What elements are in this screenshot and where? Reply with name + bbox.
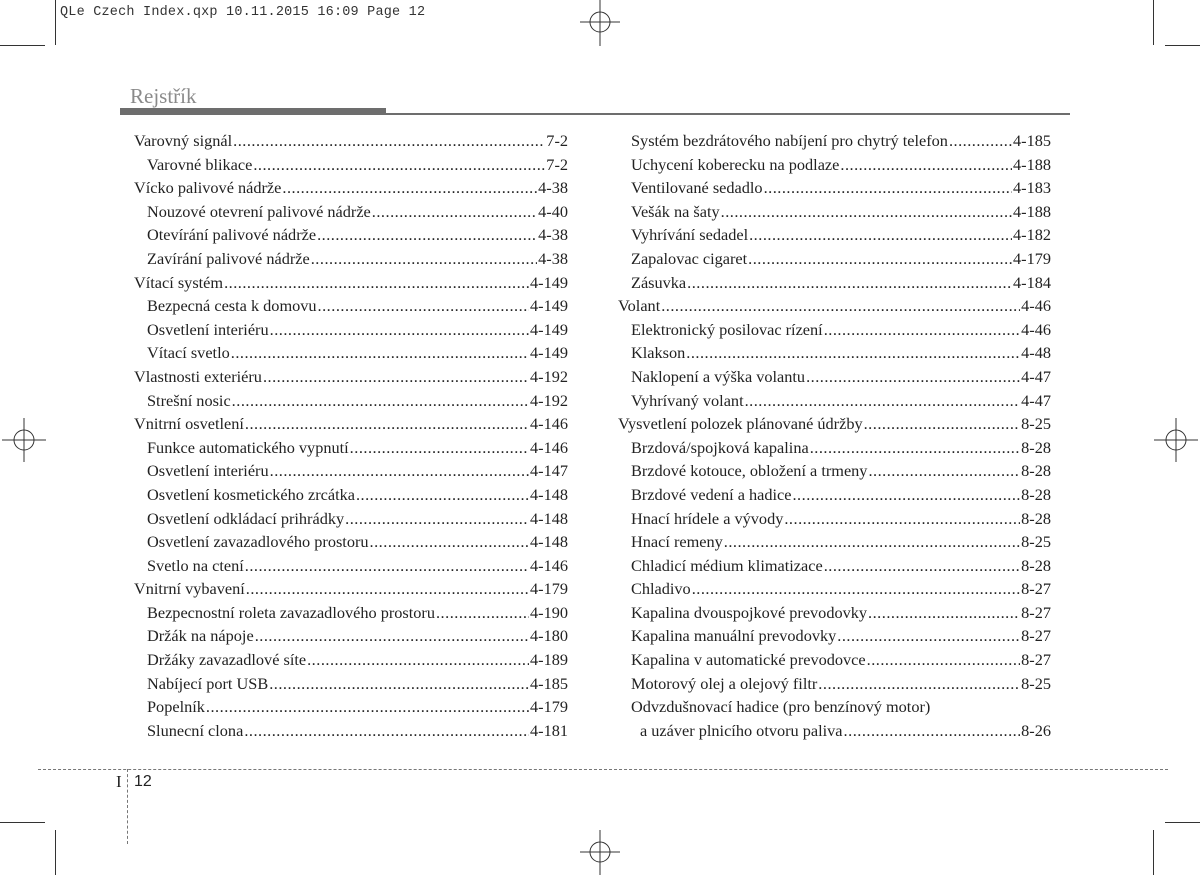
- dot-leader: [282, 176, 537, 200]
- dot-leader: [748, 247, 1012, 271]
- index-entry-page: 4-38: [538, 225, 568, 245]
- index-entry-label: Osvetlení interiéru: [147, 319, 269, 339]
- index-entry-page: 4-38: [538, 178, 568, 198]
- index-entry-page: 4-188: [1013, 154, 1051, 174]
- index-entry-label: Chladicí médium klimatizace: [631, 555, 823, 575]
- registration-mark-icon: [1154, 418, 1200, 462]
- index-entry: [134, 247, 568, 271]
- crop-mark: [55, 830, 56, 875]
- dot-leader: [253, 153, 545, 177]
- dot-leader: [784, 507, 1020, 531]
- index-entry-label: Brzdová/spojková kapalina: [631, 437, 809, 457]
- registration-mark-icon: [580, 828, 620, 875]
- index-entry: [618, 389, 1051, 413]
- crop-mark: [1165, 45, 1200, 46]
- index-entry: [618, 176, 1051, 200]
- index-entry-page: 4-182: [1013, 225, 1051, 245]
- dot-leader: [270, 459, 529, 483]
- index-entry: [134, 223, 568, 247]
- index-entry-page: 4-47: [1021, 366, 1051, 386]
- index-entry-label: Osvetlení interiéru: [147, 461, 269, 481]
- index-entry-label: Osvetlení kosmetického zrcátka: [147, 484, 355, 504]
- index-entry-label: Popelník: [147, 697, 205, 717]
- index-entry: [134, 129, 568, 153]
- dot-leader: [269, 672, 529, 696]
- index-entry-page: 8-27: [1021, 650, 1051, 670]
- index-entry: [618, 129, 1051, 153]
- dot-leader: [345, 507, 529, 531]
- index-entry-label: Vyhrívaný volant: [631, 390, 744, 410]
- index-entry-page: 4-146: [530, 437, 568, 457]
- dot-leader: [721, 200, 1012, 224]
- index-entry: [134, 318, 568, 342]
- index-entry-label: Zavírání palivové nádrže: [147, 248, 310, 268]
- index-entry-label: Hnací hrídele a vývody: [631, 508, 784, 528]
- index-entry-label: Vlastnosti exteriéru: [134, 366, 262, 386]
- index-entry-label: Vícko palivové nádrže: [134, 178, 282, 198]
- index-entry-label: Motorový olej a olejový filtr: [631, 673, 818, 693]
- index-entry-page: 4-149: [530, 296, 568, 316]
- dot-leader: [840, 153, 1012, 177]
- header-rule: [386, 113, 1070, 115]
- index-entry-label: Kapalina dvouspojkové prevodovky: [631, 602, 868, 622]
- index-entry-page: 4-183: [1013, 178, 1051, 198]
- dot-leader: [837, 624, 1020, 648]
- index-entry-label: Vnitrní osvetlení: [134, 414, 244, 434]
- index-entry-page: 4-185: [1013, 131, 1051, 150]
- index-entry: [134, 577, 568, 601]
- index-entry-label: Svetlo na ctení: [147, 555, 244, 575]
- index-entry-page: 8-28: [1021, 461, 1051, 481]
- dot-leader: [686, 341, 1020, 365]
- dot-leader: [661, 294, 1020, 318]
- index-column-left: [134, 129, 568, 742]
- index-entry-label: Osvetlení odkládací prihrádky: [147, 508, 345, 528]
- index-entry: [618, 648, 1051, 672]
- index-entry-page: 4-192: [530, 366, 568, 386]
- index-entry-label: Volant: [618, 296, 661, 316]
- dot-leader: [806, 365, 1020, 389]
- dot-leader: [231, 341, 529, 365]
- index-entry: [618, 318, 1051, 342]
- index-entry: [618, 507, 1051, 531]
- index-entry-label: Kapalina manuální prevodovky: [631, 626, 837, 646]
- index-entry-page: 4-146: [530, 555, 568, 575]
- dot-leader: [245, 554, 529, 578]
- index-entry: [618, 153, 1051, 177]
- index-entry: [134, 294, 568, 318]
- index-entry: [618, 672, 1051, 696]
- crop-mark: [1153, 830, 1154, 875]
- index-entry-label: Ventilované sedadlo: [631, 178, 763, 198]
- index-entry-label: Bezpecná cesta k domovu: [147, 296, 317, 316]
- index-entry-page: 8-28: [1021, 555, 1051, 575]
- dot-leader: [867, 648, 1021, 672]
- dot-leader: [255, 624, 529, 648]
- header-bar: [120, 108, 386, 115]
- index-entry: [134, 459, 568, 483]
- index-entry-page: 4-179: [530, 579, 568, 599]
- index-entry: [618, 459, 1051, 483]
- index-entry: [618, 271, 1051, 295]
- dot-leader: [868, 459, 1020, 483]
- crop-mark: [1153, 0, 1154, 45]
- dot-leader: [350, 436, 529, 460]
- index-entry-page: 4-188: [1013, 201, 1051, 221]
- index-entry: [618, 365, 1051, 389]
- dot-leader: [372, 200, 537, 224]
- index-entry-page: 4-46: [1021, 296, 1051, 316]
- slug-line: QLe Czech Index.qxp 10.11.2015 16:09 Page 12: [60, 5, 426, 20]
- index-entry-label: Klakson: [631, 343, 686, 363]
- footer-divider: [38, 769, 1168, 770]
- index-entry-label: Varovné blikace: [147, 154, 253, 174]
- dot-leader: [233, 129, 545, 153]
- dot-leader: [232, 389, 529, 413]
- crop-mark: [0, 822, 45, 823]
- index-entry-page: 4-38: [538, 248, 568, 268]
- index-entry-page: 8-27: [1021, 602, 1051, 622]
- index-entry-page: 8-26: [1021, 720, 1051, 740]
- crop-mark: [55, 0, 56, 45]
- index-entry-label: Brzdové vedení a hadice: [631, 484, 792, 504]
- dot-leader: [868, 601, 1020, 625]
- index-entry: [618, 530, 1051, 554]
- index-entry-page: 4-148: [530, 532, 568, 552]
- index-entry: [134, 200, 568, 224]
- page-title: Rejstřík: [130, 84, 197, 108]
- index-entry: [134, 601, 568, 625]
- index-entry: [618, 412, 1051, 436]
- index-entry: [134, 695, 568, 719]
- dot-leader: [356, 483, 529, 507]
- index-entry-label: Vnitrní vybavení: [134, 579, 245, 599]
- index-entry-label: Hnací remeny: [631, 532, 723, 552]
- index-entry-page: 4-148: [530, 484, 568, 504]
- dot-leader: [692, 577, 1020, 601]
- index-entry-page: 8-25: [1021, 532, 1051, 552]
- index-entry-page: 4-147: [530, 461, 568, 481]
- index-entry-label: Uchycení koberecku na podlaze: [631, 154, 840, 174]
- dot-leader: [263, 365, 529, 389]
- index-entry-page: 4-185: [530, 673, 568, 693]
- dot-leader: [824, 554, 1020, 578]
- index-entry-label: Bezpecnostní roleta zavazadlového prostoru: [147, 602, 435, 622]
- index-entry: [134, 719, 568, 743]
- dot-leader: [206, 695, 529, 719]
- index-entry-label: Elektronický posilovac rízení: [631, 319, 823, 339]
- index-entry: [618, 719, 1051, 743]
- index-entry-page: 4-46: [1021, 319, 1051, 339]
- index-entry-page: 4-184: [1013, 272, 1051, 292]
- index-entry-page: 4-189: [530, 650, 568, 670]
- dot-leader: [687, 271, 1012, 295]
- index-entry-label: Kapalina v automatické prevodovce: [631, 650, 866, 670]
- dot-leader: [864, 412, 1021, 436]
- index-entry-page: 4-181: [530, 720, 568, 740]
- section-letter: I: [116, 772, 122, 791]
- index-entry-label: Vítací systém: [134, 272, 224, 292]
- dot-leader: [818, 672, 1020, 696]
- index-entry: [134, 341, 568, 365]
- page-number: 12: [134, 773, 152, 790]
- dot-leader: [245, 412, 529, 436]
- index-entry: [618, 294, 1051, 318]
- dot-leader: [270, 318, 529, 342]
- index-entry-label: Nouzové otevrení palivové nádrže: [147, 201, 371, 221]
- dot-leader: [436, 601, 529, 625]
- index-entry-page: 4-47: [1021, 390, 1051, 410]
- index-entry-page: 4-48: [1021, 343, 1051, 363]
- index-entry: [618, 554, 1051, 578]
- dot-leader: [307, 648, 529, 672]
- index-entry: [134, 554, 568, 578]
- index-entry: [134, 648, 568, 672]
- index-entry-page: 7-2: [546, 154, 568, 174]
- dot-leader: [370, 530, 529, 554]
- index-entry-page: 8-28: [1021, 437, 1051, 457]
- index-entry: [134, 530, 568, 554]
- index-entry: [134, 271, 568, 295]
- index-entry-page: 8-27: [1021, 579, 1051, 599]
- index-entry-page: 4-40: [538, 201, 568, 221]
- index-entry: [618, 577, 1051, 601]
- index-entry-page: 8-28: [1021, 508, 1051, 528]
- index-entry-page: 4-179: [1013, 248, 1051, 268]
- index-entry-label: Slunecní clona: [147, 720, 244, 740]
- index-entry-label: Naklopení a výška volantu: [631, 366, 806, 386]
- index-entry-label: Varovný signál: [134, 131, 233, 150]
- dot-leader: [318, 294, 529, 318]
- dot-leader: [244, 719, 529, 743]
- index-entry: [618, 624, 1051, 648]
- dot-leader: [224, 271, 529, 295]
- index-entry-label: Funkce automatického vypnutí: [147, 437, 349, 457]
- index-entry: [134, 153, 568, 177]
- dot-leader: [844, 719, 1021, 743]
- index-entry-page: 4-148: [530, 508, 568, 528]
- index-entry-label: Otevírání palivové nádrže: [147, 225, 317, 245]
- index-entry-page: 8-25: [1021, 414, 1051, 434]
- registration-mark-icon: [0, 418, 46, 462]
- index-entry: [134, 436, 568, 460]
- index-entry: [134, 483, 568, 507]
- dot-leader: [724, 530, 1020, 554]
- index-column-right: [618, 129, 1051, 742]
- dot-leader: [764, 176, 1012, 200]
- index-entry-label: Nabíjecí port USB: [147, 673, 269, 693]
- crop-mark: [0, 45, 45, 46]
- index-entry-label: Brzdové kotouce, obložení a trmeny: [631, 461, 868, 481]
- index-entry: [134, 389, 568, 413]
- index-entry-page: 4-190: [530, 602, 568, 622]
- index-entry: [618, 223, 1051, 247]
- index-entry-label: Strešní nosic: [147, 390, 231, 410]
- dot-leader: [745, 389, 1021, 413]
- dot-leader: [311, 247, 537, 271]
- index-entry-label: Odvzdušnovací hadice (pro benzínový motor): [631, 697, 931, 717]
- index-entry: [134, 412, 568, 436]
- index-entry-label: Vítací svetlo: [147, 343, 230, 363]
- dot-leader: [824, 318, 1020, 342]
- index-entry-label: Držák na nápoje: [147, 626, 254, 646]
- index-entry-page: 8-25: [1021, 673, 1051, 693]
- index-entry-label: Vyhrívání sedadel: [631, 225, 749, 245]
- index-entry-page: 4-149: [530, 319, 568, 339]
- index-entry-page: 4-146: [530, 414, 568, 434]
- index-entry-label: Osvetlení zavazadlového prostoru: [147, 532, 369, 552]
- index-entry-label: Vešák na šaty: [631, 201, 720, 221]
- dot-leader: [792, 483, 1020, 507]
- index-entry: [618, 483, 1051, 507]
- index-entry: [618, 247, 1051, 271]
- dot-leader: [810, 436, 1020, 460]
- index-entry: [134, 176, 568, 200]
- index-entry-page: 7-2: [546, 131, 568, 150]
- index-entry-page: 4-149: [530, 343, 568, 363]
- index-entry: [618, 436, 1051, 460]
- index-entry-label: Držáky zavazadlové síte: [147, 650, 307, 670]
- dot-leader: [246, 577, 529, 601]
- index-entry-page: 4-149: [530, 272, 568, 292]
- index-entry-page: 8-27: [1021, 626, 1051, 646]
- index-entry-page: 4-180: [530, 626, 568, 646]
- index-entry-label: a uzáver plnicího otvoru paliva: [640, 720, 843, 740]
- footer-vertical-divider: [127, 769, 128, 844]
- index-entry: [618, 601, 1051, 625]
- registration-mark-icon: [580, 0, 620, 48]
- index-entry: [134, 365, 568, 389]
- index-entry: [134, 624, 568, 648]
- index-entry: [134, 507, 568, 531]
- index-entry: [618, 200, 1051, 224]
- index-entry: [618, 341, 1051, 365]
- index-entry-page: 4-179: [530, 697, 568, 717]
- index-entry-page: 4-192: [530, 390, 568, 410]
- index-entry-label: Zásuvka: [631, 272, 687, 292]
- index-entry-label: Systém bezdrátového nabíjení pro chytrý telefon: [631, 131, 948, 150]
- index-entry: [134, 672, 568, 696]
- index-entry-label: Zapalovac cigaret: [631, 248, 748, 268]
- crop-mark: [1165, 822, 1200, 823]
- dot-leader: [749, 223, 1012, 247]
- index-entry-label: Chladivo: [631, 579, 691, 599]
- dot-leader: [949, 129, 1012, 153]
- dot-leader: [317, 223, 537, 247]
- index-entry-page: 8-28: [1021, 484, 1051, 504]
- index-entry: [618, 695, 1051, 719]
- index-entry-label: Vysvetlení polozek plánované údržby: [618, 414, 863, 434]
